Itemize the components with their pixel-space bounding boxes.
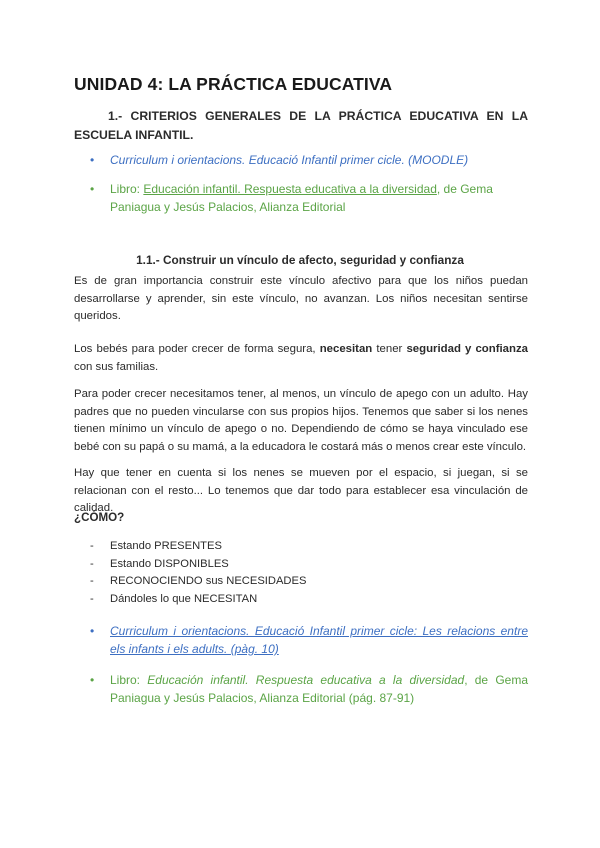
dash-icon: - [90, 593, 94, 605]
paragraph-1: Es de gran importancia construir este vínculo afectivo para que los niños puedan desarrollarse y aprender, sin este vínculo, no avanzan. Los niños necesitan sentirse queridos. [74, 275, 528, 322]
p2-bold-seguridad: seguridad y confianza [406, 343, 529, 355]
bullet-icon: • [90, 624, 95, 638]
page-title: UNIDAD 4: LA PRÁCTICA EDUCATIVA [74, 74, 393, 94]
resource-book-pages-text [110, 671, 528, 707]
como-item-text: RECONOCIENDO sus NECESIDADES [110, 575, 307, 587]
como-item-text: Estando DISPONIBLES [110, 558, 229, 570]
section-heading [74, 107, 528, 145]
resource-curriculum-text: Curriculum i orientacions. Educació Infantil primer cicle. (MOODLE) [110, 153, 469, 167]
p2-text-a: Los bebés para poder crecer de forma segura, [74, 343, 320, 355]
p2-bold-necesitan: necesitan [319, 343, 373, 355]
bullet-icon: • [90, 153, 95, 167]
resource-book-suffix: , de Gema Paniagua y Jesús Palacios, Alianza Editorial [110, 182, 493, 214]
dash-icon: - [90, 540, 94, 552]
bullet-icon: • [90, 182, 95, 196]
paragraph-4: Hay que tener en cuenta si los nenes se mueven por el espacio, si juegan, si se relacionan con el resto... Lo tenemos que dar todo para establecer esa vinculación de calidad. [74, 467, 528, 514]
resource-book-pages-suffix: , de Gema Paniagua y Jesús Palacios, Alianza Editorial (pág. 87-91) [110, 673, 529, 705]
paragraph-2 [74, 341, 528, 376]
paragraph-3: Para poder crecer necesitamos tener, al menos, un vínculo de apego con un adulto. Hay padres que no pueden vincularse con sus propios hijos. Tenemos que saber si los nenes tienen mínimo un vínculo de apego o no. Dependiendo de cómo se haya vinculado ese bebé con su papá o su mamá, a la educadora le costará más o menos crear este vínculo. [74, 388, 528, 453]
p2-text-e: con sus familias. [74, 360, 159, 373]
bullet-icon: • [90, 673, 95, 687]
book-link[interactable]: Educación infantil. Respuesta educativa a la diversidad [143, 182, 437, 196]
como-heading: ¿CÓMO? [74, 511, 125, 524]
subsection-heading: 1.1.- Construir un vínculo de afecto, seguridad y confianza [136, 253, 464, 267]
book-title-italic: Educación infantil. Respuesta educativa a la diversidad [147, 673, 465, 687]
como-item-text: Estando PRESENTES [110, 540, 222, 552]
resource-book-prefix: Libro: [110, 182, 144, 196]
resource-book-text [110, 180, 528, 216]
como-item-text: Dándoles lo que NECESITAN [110, 593, 258, 605]
p2-text-c: tener [372, 343, 407, 355]
section-heading-text: 1.- CRITERIOS GENERALES DE LA PRÁCTICA EDUCATIVA EN LA ESCUELA INFANTIL. [74, 109, 528, 142]
resource-book-pages-prefix: Libro: [110, 673, 148, 687]
curriculum-relations-link[interactable]: Curriculum i orientacions. Educació Infantil primer cicle: Les relacions entre els infants i els adults. (pàg. 10) [110, 624, 528, 656]
dash-icon: - [90, 558, 94, 570]
dash-icon: - [90, 575, 94, 587]
